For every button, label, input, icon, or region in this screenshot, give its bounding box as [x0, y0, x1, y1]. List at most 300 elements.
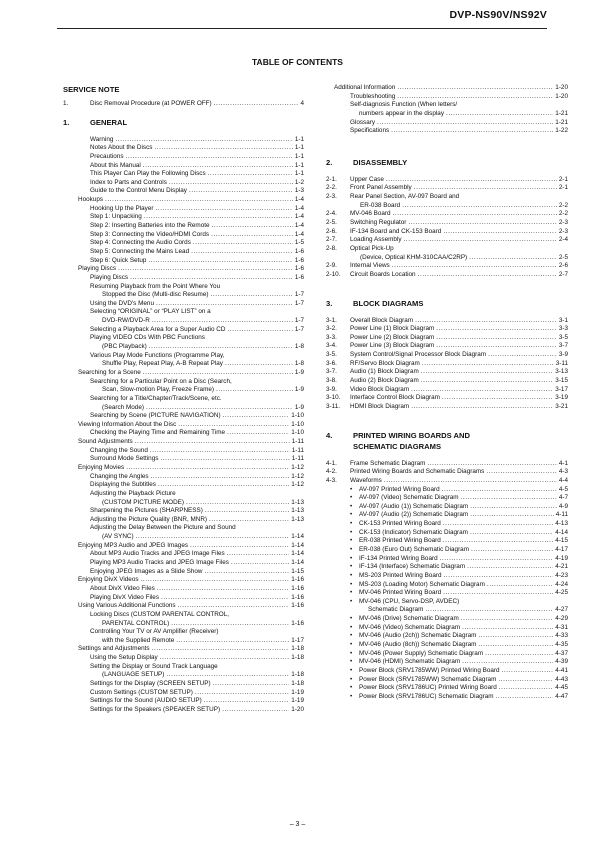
entry-title: Front Panel Assembly [350, 184, 412, 192]
toc-entry[interactable] [326, 368, 568, 377]
dot-leader [176, 637, 289, 646]
entry-line [350, 477, 568, 486]
toc-entry[interactable] [63, 645, 304, 654]
dot-leader [471, 546, 553, 555]
entry-title: Printed Wiring Boards and Schematic Diagrams [350, 468, 485, 476]
toc-entry[interactable] [326, 537, 568, 546]
toc-entry[interactable] [63, 594, 304, 603]
toc-entry[interactable] [326, 377, 568, 386]
entry-number: 3-7. [326, 368, 337, 376]
entry-line [102, 343, 304, 352]
entry-line [90, 300, 304, 309]
entry-title: Playing VIDEO CDs With PBC Functions [90, 334, 205, 342]
toc-entry[interactable] [63, 369, 304, 378]
toc-entry[interactable] [63, 144, 304, 153]
toc-entry[interactable] [326, 615, 568, 624]
dot-leader [126, 153, 293, 162]
dot-leader [461, 494, 557, 503]
entry-title: MS-203 Printed Wiring Board [359, 571, 442, 579]
entry-page: 1-11 [291, 455, 304, 463]
entry-line [78, 602, 304, 611]
toc-entry[interactable] [63, 231, 304, 240]
toc-left-column [63, 84, 304, 715]
entry-page: 2-1 [558, 184, 568, 192]
toc-entry[interactable] [326, 254, 568, 263]
toc-entry[interactable] [326, 494, 568, 503]
entry-page: 1-22 [555, 127, 568, 135]
bullet-icon: • [350, 502, 353, 510]
entry-line [90, 706, 304, 715]
toc-entry[interactable] [326, 624, 568, 633]
toc-entry[interactable] [63, 602, 304, 611]
entry-page: 2-2 [558, 201, 568, 209]
entry-title: About this Manual [90, 161, 141, 169]
toc-entry[interactable] [63, 490, 304, 499]
toc-entry[interactable] [63, 343, 304, 352]
entry-line [90, 447, 304, 456]
toc-entry[interactable] [63, 464, 304, 473]
entry-title: (Search Mode) [102, 403, 144, 411]
dot-leader [478, 641, 553, 650]
toc-entry[interactable] [63, 585, 304, 594]
toc-entry[interactable] [326, 101, 568, 110]
section-number: 2. [326, 157, 333, 167]
toc-entry[interactable] [326, 667, 568, 676]
toc-entry[interactable] [63, 326, 304, 335]
dot-leader [411, 403, 553, 412]
toc-entry[interactable] [63, 412, 304, 421]
toc-entry[interactable] [63, 516, 304, 525]
toc-entry[interactable] [63, 265, 304, 274]
toc-entry[interactable] [63, 421, 304, 430]
toc-entry[interactable] [63, 395, 304, 404]
bullet-icon: • [350, 641, 353, 649]
toc-entry[interactable] [63, 170, 304, 179]
toc-entry[interactable] [63, 689, 304, 698]
entry-line [350, 101, 568, 110]
entry-line [78, 464, 304, 473]
entry-page: 1-9 [294, 386, 304, 394]
toc-entry[interactable] [63, 481, 304, 490]
toc-entry[interactable] [63, 429, 304, 438]
entry-title: MV-046 (CPU, Servo-DSP, AVDEC) [359, 597, 460, 605]
toc-entry[interactable] [326, 581, 568, 590]
toc-entry[interactable] [326, 555, 568, 564]
entry-page: 4-5 [558, 485, 568, 493]
entry-title: DVD-RW/DVD-R [102, 317, 150, 325]
entry-page: 4-1 [558, 459, 568, 467]
bullet-icon: • [350, 563, 353, 571]
bullet-icon: • [350, 580, 353, 588]
toc-entry[interactable] [63, 308, 304, 317]
dot-leader [151, 473, 290, 482]
entry-number: 4-3. [326, 476, 337, 484]
toc-entry[interactable] [63, 620, 304, 629]
toc-entry[interactable] [63, 499, 304, 508]
entry-title: Audio (1) Block Diagram [350, 368, 419, 376]
dot-leader [160, 455, 289, 464]
entry-line [359, 632, 568, 641]
entry-page: 4-47 [555, 692, 568, 700]
entry-line [359, 650, 568, 659]
toc-entry[interactable] [63, 257, 304, 266]
toc-entry[interactable] [326, 589, 568, 598]
entry-page: 1-7 [294, 299, 304, 307]
entry-title: Hooking Up the Player [90, 204, 154, 212]
toc-entry[interactable] [63, 162, 304, 171]
entry-line [350, 93, 568, 102]
entry-line [359, 572, 568, 581]
entry-line [78, 645, 304, 654]
entry-page: 4-17 [555, 545, 568, 553]
toc-entry[interactable] [326, 193, 568, 202]
entry-line [78, 438, 304, 447]
entry-page: 1-7 [294, 325, 304, 333]
toc-entry[interactable] [326, 606, 568, 615]
toc-entry[interactable] [63, 550, 304, 559]
entry-title: Resuming Playback from the Point Where You [90, 282, 221, 290]
dot-leader [225, 360, 293, 369]
entry-title: Circuit Boards Location [350, 270, 416, 278]
dot-leader [208, 170, 293, 179]
dot-leader [211, 231, 293, 240]
toc-entry[interactable] [63, 438, 304, 447]
header-rule [57, 28, 547, 29]
entry-title: Schematic Diagram [368, 606, 424, 614]
toc-entry[interactable] [326, 468, 568, 477]
toc-entry[interactable] [63, 568, 304, 577]
toc-entry[interactable] [63, 222, 304, 231]
toc-entry[interactable] [326, 228, 568, 237]
toc-entry[interactable] [63, 360, 304, 369]
dot-leader [393, 210, 557, 219]
entry-line [350, 334, 568, 343]
toc-entry[interactable] [63, 283, 304, 292]
entry-page: 4-31 [555, 623, 568, 631]
toc-entry[interactable] [326, 598, 568, 607]
entry-title: Setting the Display or Sound Track Language [90, 662, 218, 670]
dot-leader [212, 222, 293, 231]
dot-leader [105, 196, 293, 205]
entry-line [90, 663, 304, 672]
dot-leader [152, 645, 290, 654]
toc-entry[interactable] [326, 460, 568, 469]
entry-line [359, 494, 568, 503]
entry-title: (Device, Optical KHM-310CAA/C2RP) [360, 253, 468, 261]
toc-entry[interactable] [63, 680, 304, 689]
toc-entry[interactable] [63, 706, 304, 715]
entry-line [90, 153, 304, 162]
toc-entry[interactable] [326, 202, 568, 211]
bullet-icon: • [350, 571, 353, 579]
toc-entry[interactable] [326, 271, 568, 280]
entry-line [350, 468, 568, 477]
dot-leader [470, 529, 553, 538]
toc-entry[interactable] [326, 360, 568, 369]
toc-entry[interactable] [326, 210, 568, 219]
toc-entry[interactable] [63, 404, 304, 413]
toc-entry[interactable] [326, 477, 568, 486]
toc-entry[interactable] [63, 455, 304, 464]
entry-title: Viewing Information About the Disc [78, 420, 177, 428]
toc-entry[interactable] [63, 187, 304, 196]
entry-line [90, 248, 304, 257]
entry-page: 1-4 [294, 196, 304, 204]
entry-number: 4-1. [326, 459, 337, 467]
toc-entry[interactable] [63, 611, 304, 620]
toc-entry[interactable] [326, 641, 568, 650]
entry-title: Controlling Your TV or AV Amplifier (Receiver) [90, 628, 219, 636]
toc-entry[interactable] [63, 291, 304, 300]
toc-entry[interactable] [63, 447, 304, 456]
dot-leader [502, 667, 554, 676]
entry-title: Warning [90, 135, 114, 143]
toc-entry[interactable] [326, 563, 568, 572]
entry-page: 4-29 [555, 615, 568, 623]
entry-page: 2-2 [558, 210, 568, 218]
entry-page: 1-1 [294, 152, 304, 160]
toc-entry[interactable] [63, 136, 304, 145]
entry-page: 1-1 [294, 161, 304, 169]
entry-title: Sharpening the Pictures (SHARPNESS) [90, 507, 203, 515]
toc-entry[interactable] [326, 219, 568, 228]
entry-title: Hookups [78, 196, 104, 204]
entry-line [359, 589, 568, 598]
toc-entry[interactable] [63, 386, 304, 395]
entry-title: Internal Views [350, 262, 390, 270]
service-note-list [63, 100, 304, 109]
entry-page: 1-10 [291, 420, 304, 428]
dot-leader [146, 404, 293, 413]
toc-entry[interactable] [326, 386, 568, 395]
toc-entry[interactable] [326, 325, 568, 334]
toc-entry[interactable] [63, 274, 304, 283]
toc-entry[interactable] [63, 542, 304, 551]
entry-line [78, 196, 304, 205]
entry-line [350, 271, 568, 280]
entry-page: 3-9 [558, 351, 568, 359]
toc-entry[interactable] [63, 628, 304, 637]
entry-number: 2-7. [326, 236, 337, 244]
dot-leader [488, 351, 557, 360]
toc-entry[interactable] [63, 559, 304, 568]
entry-page: 4-14 [555, 528, 568, 536]
entry-page: 1-16 [291, 584, 304, 592]
toc-entry[interactable] [326, 572, 568, 581]
entry-title: Searching for a Scene [78, 368, 141, 376]
toc-entry[interactable] [63, 248, 304, 257]
entry-line [360, 254, 568, 263]
toc-entry[interactable] [63, 100, 304, 109]
toc-entry[interactable] [326, 351, 568, 360]
toc-entry[interactable] [63, 697, 304, 706]
entry-line [90, 481, 304, 490]
entry-page: 3-17 [555, 385, 568, 393]
dot-leader [126, 464, 289, 473]
toc-entry[interactable] [326, 546, 568, 555]
toc-entry[interactable] [63, 300, 304, 309]
entry-title: Step 2: Inserting Batteries into the Remote [90, 222, 210, 230]
toc-entry[interactable] [326, 511, 568, 520]
entry-page: 1-16 [291, 593, 304, 601]
toc-entry[interactable] [326, 632, 568, 641]
dot-leader [130, 274, 293, 283]
entry-page: 1-10 [291, 412, 304, 420]
toc-entry[interactable] [63, 524, 304, 533]
entry-line [359, 520, 568, 529]
toc-entry[interactable] [63, 334, 304, 343]
toc-entry[interactable] [63, 671, 304, 680]
toc-entry[interactable] [63, 179, 304, 188]
section-block-diagrams-heading [326, 298, 568, 309]
toc-entry[interactable] [326, 184, 568, 193]
disassembly-entry-list [326, 176, 568, 280]
toc-entry[interactable] [326, 245, 568, 254]
dot-leader [191, 248, 293, 257]
toc-entry[interactable] [326, 127, 568, 136]
entry-page: 3-21 [555, 402, 568, 410]
dot-leader [499, 684, 554, 693]
toc-entry[interactable] [63, 533, 304, 542]
entry-title: (LANGUAGE SETUP) [102, 671, 165, 679]
dot-leader [204, 568, 289, 577]
entry-title: ER-038 Board [360, 201, 401, 209]
bullet-icon: • [350, 675, 353, 683]
toc-entry[interactable] [326, 529, 568, 538]
dot-leader [478, 632, 553, 641]
entry-page: 1-17 [291, 636, 304, 644]
entry-title: AV-097 Printed Wiring Board [359, 485, 440, 493]
entry-line [350, 228, 568, 237]
toc-entry[interactable] [326, 236, 568, 245]
entry-title: Selecting a Playback Area for a Super Audio CD [90, 325, 226, 333]
toc-entry[interactable] [63, 576, 304, 585]
section-number: 3. [326, 298, 333, 308]
dot-leader [227, 326, 292, 335]
bullet-icon: • [350, 684, 353, 692]
entry-page: 1-16 [291, 602, 304, 610]
entry-page: 1-19 [291, 697, 304, 705]
entry-title: Additional Information [334, 84, 396, 91]
entry-line [102, 499, 304, 508]
toc-entry[interactable] [326, 176, 568, 185]
entry-title: AV-097 (Audio (1)) Schematic Diagram [359, 502, 469, 510]
section-number: 1. [63, 117, 70, 127]
toc-entry[interactable] [326, 684, 568, 693]
entry-line [90, 231, 304, 240]
toc-entry[interactable] [326, 119, 568, 128]
dot-leader [157, 585, 290, 594]
entry-page: 4-43 [555, 675, 568, 683]
entry-page: 4-23 [555, 571, 568, 579]
dot-leader [223, 412, 290, 421]
toc-entry[interactable] [326, 93, 568, 102]
entry-page: 1-14 [291, 533, 304, 541]
entry-line [102, 317, 304, 326]
toc-entry[interactable] [63, 378, 304, 387]
dot-leader [414, 184, 557, 193]
toc-entry[interactable] [326, 342, 568, 351]
toc-entry[interactable] [326, 403, 568, 412]
toc-entry[interactable] [63, 654, 304, 663]
entry-title: Step 4: Connecting the Audio Cords [90, 239, 191, 247]
toc-entry[interactable] [63, 637, 304, 646]
toc-entry[interactable] [63, 507, 304, 516]
toc-entry[interactable] [326, 317, 568, 326]
entry-line [90, 144, 304, 153]
toc-entry[interactable] [326, 110, 568, 119]
entry-title: Searching for a Particular Point on a Disc (Search, [90, 377, 232, 385]
entry-line [90, 473, 304, 482]
toc-entry[interactable] [63, 213, 304, 222]
entry-title: Using Various Additional Functions [78, 602, 176, 610]
toc-entry[interactable] [63, 153, 304, 162]
entry-title: About MP3 Audio Tracks and JPEG Image Files [90, 550, 225, 558]
toc-entry[interactable] [326, 334, 568, 343]
dot-leader [392, 262, 557, 271]
dot-leader [209, 516, 289, 525]
entry-line [90, 455, 304, 464]
entry-line [90, 283, 304, 292]
toc-entry[interactable] [326, 486, 568, 495]
entry-page: 2-7 [558, 270, 568, 278]
dot-leader [155, 205, 292, 214]
entry-page: 1-4 [294, 204, 304, 212]
entry-page: 1-4 [294, 230, 304, 238]
bullet-icon: • [350, 545, 353, 553]
toc-entry[interactable] [326, 520, 568, 529]
entry-page: 4 [300, 100, 304, 107]
dot-leader [186, 499, 289, 508]
entry-page: 2-6 [558, 262, 568, 270]
toc-entry[interactable] [326, 650, 568, 659]
entry-line [90, 187, 304, 196]
entry-line [350, 245, 568, 254]
entry-line [350, 210, 568, 219]
toc-entry[interactable] [63, 317, 304, 326]
toc-entry[interactable] [63, 663, 304, 672]
entry-page: 4-25 [555, 589, 568, 597]
toc-entry[interactable] [63, 473, 304, 482]
toc-entry[interactable] [326, 262, 568, 271]
entry-line [359, 684, 568, 693]
toc-entry[interactable] [63, 352, 304, 361]
entry-line [78, 421, 304, 430]
entry-line [359, 503, 568, 512]
toc-entry[interactable] [326, 658, 568, 667]
entry-page: 2-5 [558, 253, 568, 261]
dot-leader [205, 507, 289, 516]
entry-title: MV-046 (HDMI) Schematic Diagram [359, 658, 461, 666]
entry-page: 1-12 [291, 481, 304, 489]
toc-entry[interactable] [63, 239, 304, 248]
entry-title: Surround Mode Settings [90, 455, 159, 463]
dot-leader [178, 602, 290, 611]
toc-entry[interactable] [326, 503, 568, 512]
dot-leader [222, 706, 289, 715]
entry-line [90, 490, 304, 499]
toc-entry[interactable] [326, 394, 568, 403]
entry-line [350, 377, 568, 386]
toc-entry[interactable] [326, 84, 568, 93]
entry-line [350, 394, 568, 403]
toc-entry[interactable] [326, 676, 568, 685]
entry-page: 3-1 [558, 316, 568, 324]
entry-title: Changing the Sound [90, 446, 148, 454]
toc-entry[interactable] [63, 196, 304, 205]
toc-entry[interactable] [326, 693, 568, 702]
toc-entry[interactable] [63, 205, 304, 214]
